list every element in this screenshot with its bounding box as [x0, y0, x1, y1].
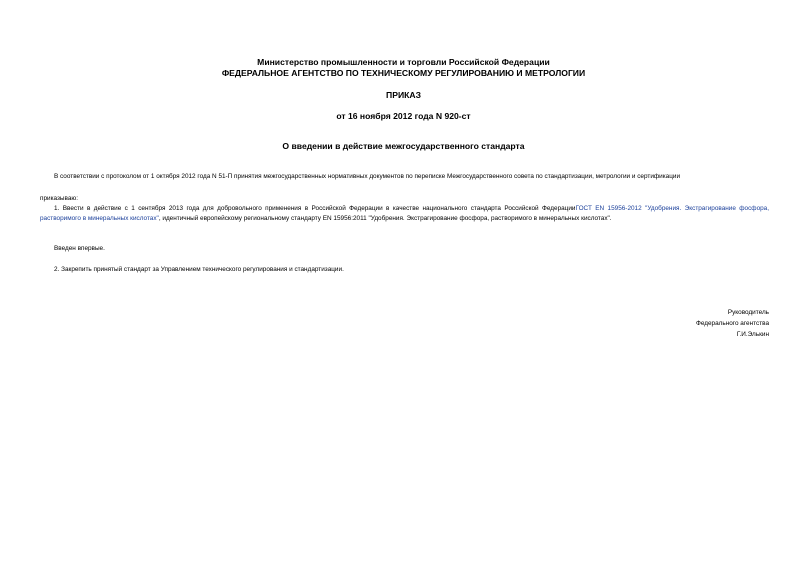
gost-standard-link[interactable]: ГОСТ EN 15956-2012 "Удобрения. Экстрагирование фосфора, растворимого в минеральных кислотах" — [40, 205, 770, 222]
signatory-title-line-1: Руководитель — [727, 309, 769, 316]
agency-heading: ФЕДЕРАЛЬНОЕ АГЕНТСТВО ПО ТЕХНИЧЕСКОМУ РЕГУЛИРОВАНИЮ И МЕТРОЛОГИИ — [221, 68, 586, 78]
ministry-heading: Министерство промышленности и торговли Российской Федерации — [257, 57, 550, 67]
order-word: приказываю: — [40, 195, 78, 202]
signatory-name: Г.И.Элькин — [736, 331, 769, 338]
introduced-first-note: Введен впервые. — [54, 245, 105, 252]
document-subject: О введении в действие межгосударственного стандарта — [282, 141, 525, 151]
preamble-paragraph: В соответствии с протоколом от 1 октября 2012 года N 51-П принятия межгосударственных нормативных документов по переписке Межгосударственного совета по стандартизации, метрологии и сертификации — [54, 173, 681, 180]
document-type-heading: ПРИКАЗ — [386, 90, 421, 100]
document-date-number: от 16 ноября 2012 года N 920-ст — [336, 111, 471, 121]
item-1-text-start: 1. Ввести в действие с 1 сентября 2013 года для добровольного применения в Российской Федерации в качестве национального стандарта Российской Федерации — [54, 205, 576, 212]
item-1-text-end: , идентичный европейскому региональному стандарту EN 15956:2011 "Удобрения. Экстрагирование фосфора, растворимого в минеральных кислотах". — [158, 215, 612, 222]
item-1-paragraph — [40, 204, 769, 224]
signatory-title-line-2: Федерального агентства — [695, 320, 769, 327]
item-2-paragraph: 2. Закрепить принятый стандарт за Управлением технического регулирования и стандартизации. — [54, 266, 344, 273]
